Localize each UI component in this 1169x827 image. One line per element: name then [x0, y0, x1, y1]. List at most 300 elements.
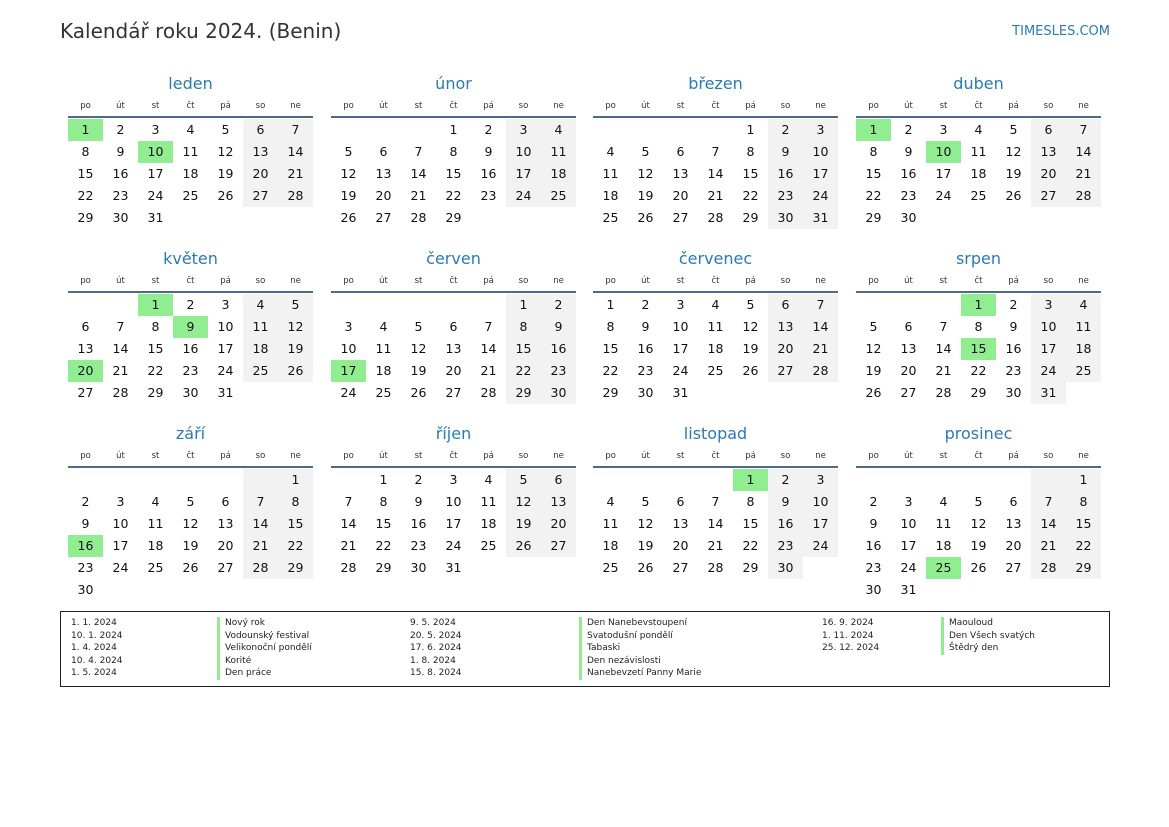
day-cell[interactable]: 29	[742, 210, 759, 225]
day-cell[interactable]: 7	[344, 494, 353, 509]
day-cell[interactable]: 5	[414, 319, 423, 334]
day-cell[interactable]: 1	[506, 294, 541, 316]
day-cell[interactable]: 16	[410, 516, 427, 531]
day-cell[interactable]: 23	[1005, 363, 1022, 378]
day-cell[interactable]: 25	[602, 560, 619, 575]
day-cell[interactable]: 28	[112, 385, 129, 400]
day-cell[interactable]: 11	[375, 341, 392, 356]
day-cell[interactable]: 17	[803, 163, 838, 185]
day-cell[interactable]: 20	[375, 188, 392, 203]
day-cell[interactable]: 24	[900, 560, 917, 575]
day-cell[interactable]: 7	[711, 494, 720, 509]
day-cell[interactable]: 29	[602, 385, 619, 400]
day-cell[interactable]: 8	[746, 494, 755, 509]
day-cell[interactable]: 23	[768, 535, 803, 557]
day-cell[interactable]: 9	[414, 494, 423, 509]
day-cell[interactable]: 28	[803, 360, 838, 382]
day-cell[interactable]: 11	[147, 516, 164, 531]
day-cell[interactable]: 5	[506, 469, 541, 491]
holiday-day-cell[interactable]: 10	[138, 141, 173, 163]
day-cell[interactable]: 23	[541, 360, 576, 382]
day-cell[interactable]: 22	[1066, 535, 1101, 557]
day-cell[interactable]: 3	[221, 297, 230, 312]
day-cell[interactable]: 9	[869, 516, 878, 531]
day-cell[interactable]: 30	[112, 210, 129, 225]
day-cell[interactable]: 15	[375, 516, 392, 531]
day-cell[interactable]: 22	[602, 363, 619, 378]
day-cell[interactable]: 28	[1031, 557, 1066, 579]
day-cell[interactable]: 12	[182, 516, 199, 531]
day-cell[interactable]: 31	[445, 560, 462, 575]
day-cell[interactable]: 11	[707, 319, 724, 334]
day-cell[interactable]: 1	[746, 122, 755, 137]
day-cell[interactable]: 4	[484, 472, 493, 487]
day-cell[interactable]: 6	[768, 294, 803, 316]
day-cell[interactable]: 15	[147, 341, 164, 356]
day-cell[interactable]: 30	[900, 210, 917, 225]
day-cell[interactable]: 10	[445, 494, 462, 509]
day-cell[interactable]: 5	[186, 494, 195, 509]
day-cell[interactable]: 4	[606, 494, 615, 509]
day-cell[interactable]: 21	[707, 188, 724, 203]
day-cell[interactable]: 30	[768, 207, 803, 229]
day-cell[interactable]: 8	[869, 144, 878, 159]
day-cell[interactable]: 6	[449, 319, 458, 334]
day-cell[interactable]: 6	[221, 494, 230, 509]
day-cell[interactable]: 30	[77, 582, 94, 597]
day-cell[interactable]: 19	[410, 363, 427, 378]
day-cell[interactable]: 28	[340, 560, 357, 575]
day-cell[interactable]: 15	[742, 166, 759, 181]
day-cell[interactable]: 19	[742, 341, 759, 356]
day-cell[interactable]: 13	[445, 341, 462, 356]
day-cell[interactable]: 22	[865, 188, 882, 203]
day-cell[interactable]: 17	[1031, 338, 1066, 360]
day-cell[interactable]: 2	[904, 122, 913, 137]
day-cell[interactable]: 3	[116, 494, 125, 509]
day-cell[interactable]: 11	[602, 516, 619, 531]
day-cell[interactable]: 20	[768, 338, 803, 360]
day-cell[interactable]: 10	[900, 516, 917, 531]
day-cell[interactable]: 29	[506, 382, 541, 404]
day-cell[interactable]: 2	[869, 494, 878, 509]
day-cell[interactable]: 23	[768, 185, 803, 207]
day-cell[interactable]: 22	[742, 188, 759, 203]
day-cell[interactable]: 9	[541, 316, 576, 338]
day-cell[interactable]: 12	[1005, 144, 1022, 159]
day-cell[interactable]: 29	[865, 210, 882, 225]
day-cell[interactable]: 24	[445, 538, 462, 553]
day-cell[interactable]: 17	[217, 341, 234, 356]
day-cell[interactable]: 20	[900, 363, 917, 378]
day-cell[interactable]: 1	[1066, 469, 1101, 491]
day-cell[interactable]: 13	[672, 166, 689, 181]
day-cell[interactable]: 7	[803, 294, 838, 316]
day-cell[interactable]: 21	[243, 535, 278, 557]
day-cell[interactable]: 24	[1031, 360, 1066, 382]
day-cell[interactable]: 24	[147, 188, 164, 203]
day-cell[interactable]: 16	[637, 341, 654, 356]
day-cell[interactable]: 2	[641, 297, 650, 312]
day-cell[interactable]: 26	[970, 560, 987, 575]
day-cell[interactable]: 19	[340, 188, 357, 203]
day-cell[interactable]: 15	[77, 166, 94, 181]
day-cell[interactable]: 10	[506, 141, 541, 163]
day-cell[interactable]: 13	[541, 491, 576, 513]
day-cell[interactable]: 6	[676, 144, 685, 159]
day-cell[interactable]: 11	[970, 144, 987, 159]
day-cell[interactable]: 25	[182, 188, 199, 203]
day-cell[interactable]: 16	[480, 166, 497, 181]
day-cell[interactable]: 28	[410, 210, 427, 225]
day-cell[interactable]: 8	[449, 144, 458, 159]
day-cell[interactable]: 21	[1031, 535, 1066, 557]
day-cell[interactable]: 12	[865, 341, 882, 356]
day-cell[interactable]: 3	[676, 297, 685, 312]
day-cell[interactable]: 14	[410, 166, 427, 181]
day-cell[interactable]: 20	[1005, 538, 1022, 553]
day-cell[interactable]: 27	[375, 210, 392, 225]
day-cell[interactable]: 2	[186, 297, 195, 312]
day-cell[interactable]: 18	[480, 516, 497, 531]
day-cell[interactable]: 14	[112, 341, 129, 356]
holiday-day-cell[interactable]: 9	[173, 316, 208, 338]
day-cell[interactable]: 7	[1066, 119, 1101, 141]
day-cell[interactable]: 15	[865, 166, 882, 181]
day-cell[interactable]: 27	[1031, 185, 1066, 207]
day-cell[interactable]: 6	[81, 319, 90, 334]
day-cell[interactable]: 2	[1009, 297, 1018, 312]
day-cell[interactable]: 25	[480, 538, 497, 553]
day-cell[interactable]: 3	[344, 319, 353, 334]
day-cell[interactable]: 22	[506, 360, 541, 382]
day-cell[interactable]: 18	[182, 166, 199, 181]
day-cell[interactable]: 15	[602, 341, 619, 356]
holiday-day-cell[interactable]: 20	[68, 360, 103, 382]
day-cell[interactable]: 27	[672, 560, 689, 575]
holiday-day-cell[interactable]: 1	[138, 294, 173, 316]
day-cell[interactable]: 2	[116, 122, 125, 137]
day-cell[interactable]: 19	[637, 538, 654, 553]
day-cell[interactable]: 22	[278, 535, 313, 557]
brand-link[interactable]: TIMESLES.COM	[1012, 24, 1110, 39]
day-cell[interactable]: 21	[1066, 163, 1101, 185]
day-cell[interactable]: 14	[243, 513, 278, 535]
day-cell[interactable]: 15	[506, 338, 541, 360]
day-cell[interactable]: 21	[112, 363, 129, 378]
day-cell[interactable]: 14	[935, 341, 952, 356]
day-cell[interactable]: 1	[278, 469, 313, 491]
day-cell[interactable]: 26	[742, 363, 759, 378]
day-cell[interactable]: 9	[768, 141, 803, 163]
day-cell[interactable]: 16	[182, 341, 199, 356]
day-cell[interactable]: 5	[278, 294, 313, 316]
day-cell[interactable]: 15	[742, 516, 759, 531]
day-cell[interactable]: 28	[707, 210, 724, 225]
day-cell[interactable]: 12	[340, 166, 357, 181]
day-cell[interactable]: 5	[869, 319, 878, 334]
day-cell[interactable]: 31	[147, 210, 164, 225]
day-cell[interactable]: 11	[935, 516, 952, 531]
day-cell[interactable]: 19	[278, 338, 313, 360]
day-cell[interactable]: 26	[217, 188, 234, 203]
day-cell[interactable]: 3	[803, 469, 838, 491]
day-cell[interactable]: 10	[112, 516, 129, 531]
day-cell[interactable]: 2	[541, 294, 576, 316]
day-cell[interactable]: 14	[707, 166, 724, 181]
day-cell[interactable]: 27	[541, 535, 576, 557]
day-cell[interactable]: 13	[1005, 516, 1022, 531]
day-cell[interactable]: 29	[445, 210, 462, 225]
day-cell[interactable]: 18	[602, 188, 619, 203]
day-cell[interactable]: 3	[1031, 294, 1066, 316]
day-cell[interactable]: 19	[970, 538, 987, 553]
day-cell[interactable]: 10	[803, 491, 838, 513]
day-cell[interactable]: 29	[375, 560, 392, 575]
day-cell[interactable]: 4	[939, 494, 948, 509]
day-cell[interactable]: 21	[410, 188, 427, 203]
day-cell[interactable]: 12	[410, 341, 427, 356]
day-cell[interactable]: 1	[449, 122, 458, 137]
day-cell[interactable]: 14	[278, 141, 313, 163]
day-cell[interactable]: 25	[147, 560, 164, 575]
day-cell[interactable]: 26	[637, 210, 654, 225]
day-cell[interactable]: 26	[637, 560, 654, 575]
day-cell[interactable]: 26	[340, 210, 357, 225]
day-cell[interactable]: 22	[742, 538, 759, 553]
day-cell[interactable]: 13	[243, 141, 278, 163]
day-cell[interactable]: 29	[1066, 557, 1101, 579]
day-cell[interactable]: 23	[112, 188, 129, 203]
day-cell[interactable]: 11	[1066, 316, 1101, 338]
day-cell[interactable]: 28	[243, 557, 278, 579]
day-cell[interactable]: 31	[803, 207, 838, 229]
day-cell[interactable]: 27	[900, 385, 917, 400]
day-cell[interactable]: 18	[970, 166, 987, 181]
day-cell[interactable]: 29	[742, 560, 759, 575]
day-cell[interactable]: 24	[340, 385, 357, 400]
day-cell[interactable]: 12	[506, 491, 541, 513]
day-cell[interactable]: 16	[900, 166, 917, 181]
day-cell[interactable]: 18	[243, 338, 278, 360]
day-cell[interactable]: 5	[641, 144, 650, 159]
day-cell[interactable]: 21	[707, 538, 724, 553]
day-cell[interactable]: 2	[768, 119, 803, 141]
day-cell[interactable]: 7	[484, 319, 493, 334]
day-cell[interactable]: 4	[711, 297, 720, 312]
day-cell[interactable]: 13	[900, 341, 917, 356]
day-cell[interactable]: 5	[974, 494, 983, 509]
day-cell[interactable]: 20	[672, 538, 689, 553]
day-cell[interactable]: 3	[151, 122, 160, 137]
day-cell[interactable]: 5	[641, 494, 650, 509]
day-cell[interactable]: 21	[278, 163, 313, 185]
day-cell[interactable]: 30	[410, 560, 427, 575]
day-cell[interactable]: 17	[112, 538, 129, 553]
day-cell[interactable]: 27	[768, 360, 803, 382]
day-cell[interactable]: 4	[379, 319, 388, 334]
day-cell[interactable]: 24	[803, 535, 838, 557]
day-cell[interactable]: 14	[480, 341, 497, 356]
day-cell[interactable]: 13	[375, 166, 392, 181]
day-cell[interactable]: 8	[278, 491, 313, 513]
holiday-day-cell[interactable]: 16	[68, 535, 103, 557]
day-cell[interactable]: 27	[243, 185, 278, 207]
day-cell[interactable]: 1	[606, 297, 615, 312]
day-cell[interactable]: 8	[746, 144, 755, 159]
day-cell[interactable]: 20	[541, 513, 576, 535]
day-cell[interactable]: 6	[1009, 494, 1018, 509]
day-cell[interactable]: 18	[707, 341, 724, 356]
holiday-day-cell[interactable]: 1	[733, 469, 768, 491]
day-cell[interactable]: 6	[379, 144, 388, 159]
day-cell[interactable]: 17	[147, 166, 164, 181]
day-cell[interactable]: 27	[672, 210, 689, 225]
day-cell[interactable]: 14	[803, 316, 838, 338]
day-cell[interactable]: 26	[410, 385, 427, 400]
day-cell[interactable]: 4	[974, 122, 983, 137]
day-cell[interactable]: 19	[865, 363, 882, 378]
day-cell[interactable]: 6	[541, 469, 576, 491]
day-cell[interactable]: 25	[970, 188, 987, 203]
day-cell[interactable]: 11	[182, 144, 199, 159]
day-cell[interactable]: 29	[77, 210, 94, 225]
day-cell[interactable]: 7	[116, 319, 125, 334]
day-cell[interactable]: 31	[1031, 382, 1066, 404]
day-cell[interactable]: 5	[221, 122, 230, 137]
day-cell[interactable]: 14	[1031, 513, 1066, 535]
day-cell[interactable]: 5	[344, 144, 353, 159]
day-cell[interactable]: 18	[602, 538, 619, 553]
day-cell[interactable]: 4	[243, 294, 278, 316]
day-cell[interactable]: 15	[445, 166, 462, 181]
day-cell[interactable]: 10	[803, 141, 838, 163]
day-cell[interactable]: 29	[147, 385, 164, 400]
day-cell[interactable]: 11	[243, 316, 278, 338]
day-cell[interactable]: 21	[803, 338, 838, 360]
day-cell[interactable]: 10	[340, 341, 357, 356]
day-cell[interactable]: 6	[1031, 119, 1066, 141]
day-cell[interactable]: 15	[278, 513, 313, 535]
day-cell[interactable]: 8	[606, 319, 615, 334]
day-cell[interactable]: 30	[182, 385, 199, 400]
day-cell[interactable]: 9	[641, 319, 650, 334]
day-cell[interactable]: 25	[375, 385, 392, 400]
day-cell[interactable]: 30	[637, 385, 654, 400]
day-cell[interactable]: 28	[935, 385, 952, 400]
day-cell[interactable]: 11	[602, 166, 619, 181]
holiday-day-cell[interactable]: 1	[856, 119, 891, 141]
day-cell[interactable]: 26	[506, 535, 541, 557]
day-cell[interactable]: 25	[602, 210, 619, 225]
day-cell[interactable]: 23	[900, 188, 917, 203]
day-cell[interactable]: 8	[379, 494, 388, 509]
day-cell[interactable]: 30	[541, 382, 576, 404]
day-cell[interactable]: 14	[707, 516, 724, 531]
day-cell[interactable]: 22	[77, 188, 94, 203]
day-cell[interactable]: 16	[865, 538, 882, 553]
day-cell[interactable]: 26	[182, 560, 199, 575]
day-cell[interactable]: 22	[445, 188, 462, 203]
day-cell[interactable]: 13	[672, 516, 689, 531]
day-cell[interactable]: 31	[672, 385, 689, 400]
day-cell[interactable]: 3	[449, 472, 458, 487]
day-cell[interactable]: 8	[1066, 491, 1101, 513]
day-cell[interactable]: 9	[484, 144, 493, 159]
holiday-day-cell[interactable]: 10	[926, 141, 961, 163]
holiday-day-cell[interactable]: 25	[926, 557, 961, 579]
day-cell[interactable]: 24	[672, 363, 689, 378]
day-cell[interactable]: 1	[379, 472, 388, 487]
day-cell[interactable]: 27	[217, 560, 234, 575]
day-cell[interactable]: 24	[112, 560, 129, 575]
day-cell[interactable]: 6	[904, 319, 913, 334]
day-cell[interactable]: 3	[904, 494, 913, 509]
day-cell[interactable]: 21	[935, 363, 952, 378]
day-cell[interactable]: 12	[637, 166, 654, 181]
day-cell[interactable]: 9	[1009, 319, 1018, 334]
day-cell[interactable]: 8	[81, 144, 90, 159]
day-cell[interactable]: 19	[217, 166, 234, 181]
day-cell[interactable]: 4	[606, 144, 615, 159]
day-cell[interactable]: 20	[217, 538, 234, 553]
day-cell[interactable]: 13	[768, 316, 803, 338]
day-cell[interactable]: 3	[803, 119, 838, 141]
day-cell[interactable]: 16	[1005, 341, 1022, 356]
day-cell[interactable]: 24	[506, 185, 541, 207]
day-cell[interactable]: 27	[445, 385, 462, 400]
day-cell[interactable]: 30	[768, 557, 803, 579]
day-cell[interactable]: 12	[742, 319, 759, 334]
day-cell[interactable]: 17	[672, 341, 689, 356]
day-cell[interactable]: 31	[217, 385, 234, 400]
day-cell[interactable]: 7	[939, 319, 948, 334]
day-cell[interactable]: 9	[904, 144, 913, 159]
day-cell[interactable]: 18	[375, 363, 392, 378]
day-cell[interactable]: 9	[81, 516, 90, 531]
day-cell[interactable]: 22	[375, 538, 392, 553]
day-cell[interactable]: 17	[935, 166, 952, 181]
day-cell[interactable]: 3	[939, 122, 948, 137]
day-cell[interactable]: 14	[1066, 141, 1101, 163]
day-cell[interactable]: 10	[217, 319, 234, 334]
day-cell[interactable]: 26	[865, 385, 882, 400]
day-cell[interactable]: 7	[1031, 491, 1066, 513]
day-cell[interactable]: 4	[186, 122, 195, 137]
day-cell[interactable]: 7	[711, 144, 720, 159]
day-cell[interactable]: 28	[1066, 185, 1101, 207]
day-cell[interactable]: 17	[506, 163, 541, 185]
day-cell[interactable]: 19	[506, 513, 541, 535]
day-cell[interactable]: 6	[243, 119, 278, 141]
day-cell[interactable]: 2	[81, 494, 90, 509]
day-cell[interactable]: 17	[445, 516, 462, 531]
day-cell[interactable]: 12	[637, 516, 654, 531]
day-cell[interactable]: 8	[506, 316, 541, 338]
day-cell[interactable]: 26	[278, 360, 313, 382]
day-cell[interactable]: 13	[217, 516, 234, 531]
day-cell[interactable]: 4	[1066, 294, 1101, 316]
day-cell[interactable]: 22	[970, 363, 987, 378]
day-cell[interactable]: 17	[803, 513, 838, 535]
day-cell[interactable]: 4	[151, 494, 160, 509]
day-cell[interactable]: 30	[865, 582, 882, 597]
day-cell[interactable]: 23	[77, 560, 94, 575]
day-cell[interactable]: 4	[541, 119, 576, 141]
day-cell[interactable]: 17	[900, 538, 917, 553]
day-cell[interactable]: 2	[484, 122, 493, 137]
day-cell[interactable]: 19	[1005, 166, 1022, 181]
